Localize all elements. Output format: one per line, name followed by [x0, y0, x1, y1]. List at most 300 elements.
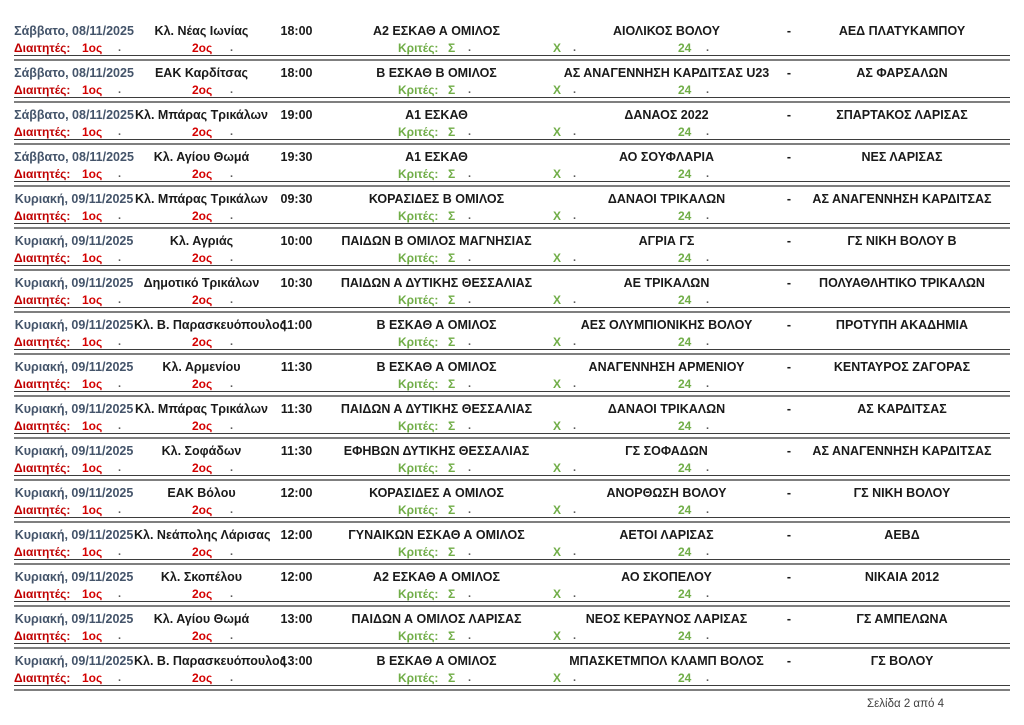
match-home-team: ΔΑΝΑΟΙ ΤΡΙΚΑΛΩΝ: [607, 401, 726, 416]
match-date: Κυριακή, 09/11/2025: [14, 569, 134, 584]
match-time: 13:00: [280, 611, 313, 626]
referees-label: Διαιτητές:: [14, 251, 71, 265]
fill-dot: .: [573, 630, 577, 642]
fill-dot: .: [573, 168, 577, 180]
match-info-line: [14, 609, 1010, 628]
judge-timer-label: Χ: [553, 41, 562, 55]
match-time: 11:30: [280, 359, 313, 374]
match-time: 11:00: [280, 317, 313, 332]
match-time: 11:30: [280, 401, 313, 416]
fill-dot: .: [573, 378, 577, 390]
judge-timer-label: Χ: [553, 545, 562, 559]
match-home-team: ΜΠΑΣΚΕΤΜΠΟΛ ΚΛΑΜΠ ΒΟΛΟΣ: [569, 653, 764, 668]
match-row: [14, 649, 1010, 691]
fill-dot: .: [230, 126, 234, 138]
fill-dot: .: [468, 210, 472, 222]
fill-dot: .: [706, 420, 710, 432]
fill-dot: .: [118, 126, 122, 138]
match-row: [14, 439, 1010, 481]
judges-label: Κριτές:: [398, 503, 439, 517]
fill-dot: .: [706, 546, 710, 558]
match-date: Κυριακή, 09/11/2025: [14, 275, 134, 290]
officials-line: [14, 460, 1010, 476]
fill-dot: .: [118, 588, 122, 600]
fill-dot: .: [573, 84, 577, 96]
judge-scorer-label: Σ: [448, 83, 456, 97]
match-date: Σάββατο, 08/11/2025: [14, 23, 134, 38]
match-home-team: ΑΝΑΓΕΝΝΗΣΗ ΑΡΜΕΝΙΟΥ: [588, 359, 745, 374]
fill-dot: .: [118, 336, 122, 348]
judge-24s-label: 24: [678, 419, 692, 433]
match-time: 12:00: [280, 527, 313, 542]
judge-timer-label: Χ: [553, 83, 562, 97]
officials-line: [14, 40, 1010, 56]
judge-scorer-label: Σ: [448, 251, 456, 265]
judges-label: Κριτές:: [398, 167, 439, 181]
fill-dot: .: [230, 420, 234, 432]
match-league: ΚΟΡΑΣΙΔΕΣ Β ΟΜΙΛΟΣ: [368, 191, 505, 206]
judge-24s-label: 24: [678, 209, 692, 223]
referee-1-label: 1ος: [82, 419, 103, 433]
fill-dot: .: [706, 462, 710, 474]
officials-line: [14, 544, 1010, 560]
judge-24s-label: 24: [678, 293, 692, 307]
officials-line: [14, 376, 1010, 392]
match-info-line: [14, 231, 1010, 250]
match-vs-dash: -: [786, 401, 792, 416]
officials-line: [14, 628, 1010, 644]
judge-timer-label: Χ: [553, 209, 562, 223]
match-date: Κυριακή, 09/11/2025: [14, 401, 134, 416]
match-away-team: ΑΣ ΦΑΡΣΑΛΩΝ: [856, 65, 948, 80]
referee-2-label: 2ος: [192, 251, 213, 265]
referee-1-label: 1ος: [82, 587, 103, 601]
fill-dot: .: [573, 210, 577, 222]
judge-timer-label: Χ: [553, 251, 562, 265]
fill-dot: .: [118, 462, 122, 474]
fill-dot: .: [706, 504, 710, 516]
match-home-team: ΓΣ ΣΟΦΑΔΩΝ: [625, 443, 708, 458]
referee-1-label: 1ος: [82, 209, 103, 223]
fill-dot: .: [230, 168, 234, 180]
match-away-team: ΓΣ ΝΙΚΗ ΒΟΛΟΥ Β: [847, 233, 957, 248]
fill-dot: .: [118, 630, 122, 642]
match-row: [14, 313, 1010, 355]
match-away-team: ΑΣ ΑΝΑΓΕΝΝΗΣΗ ΚΑΡΔΙΤΣΑΣ: [812, 191, 992, 206]
fill-dot: .: [573, 462, 577, 474]
referees-label: Διαιτητές:: [14, 83, 71, 97]
referee-1-label: 1ος: [82, 293, 103, 307]
fill-dot: .: [118, 378, 122, 390]
judge-scorer-label: Σ: [448, 419, 456, 433]
referee-2-label: 2ος: [192, 671, 213, 685]
match-league: Β ΕΣΚΑΘ Α ΟΜΙΛΟΣ: [376, 317, 497, 332]
referee-2-label: 2ος: [192, 335, 213, 349]
match-info-line: [14, 315, 1010, 334]
fill-dot: .: [230, 630, 234, 642]
fill-dot: .: [468, 42, 472, 54]
fill-dot: .: [118, 42, 122, 54]
judge-scorer-label: Σ: [448, 503, 456, 517]
fill-dot: .: [468, 504, 472, 516]
match-row: [14, 145, 1010, 187]
fill-dot: .: [573, 294, 577, 306]
fill-dot: .: [468, 420, 472, 432]
fill-dot: .: [230, 546, 234, 558]
fill-dot: .: [573, 420, 577, 432]
referee-2-label: 2ος: [192, 167, 213, 181]
fill-dot: .: [573, 672, 577, 684]
match-venue: Κλ. Νεάπολης Λάρισας: [134, 527, 271, 542]
fill-dot: .: [468, 336, 472, 348]
match-league: Β ΕΣΚΑΘ Α ΟΜΙΛΟΣ: [376, 653, 497, 668]
officials-line: [14, 250, 1010, 266]
fill-dot: .: [573, 546, 577, 558]
judges-label: Κριτές:: [398, 41, 439, 55]
match-vs-dash: -: [786, 65, 792, 80]
schedule-list: [14, 19, 1010, 691]
match-venue: Κλ. Β. Παρασκευόπουλος: [134, 317, 287, 332]
fill-dot: .: [230, 84, 234, 96]
referee-2-label: 2ος: [192, 629, 213, 643]
referee-2-label: 2ος: [192, 587, 213, 601]
match-time: 13:00: [280, 653, 313, 668]
match-venue: Κλ. Μπάρας Τρικάλων: [134, 401, 269, 416]
fill-dot: .: [118, 504, 122, 516]
referees-label: Διαιτητές:: [14, 419, 71, 433]
fill-dot: .: [118, 252, 122, 264]
match-date: Κυριακή, 09/11/2025: [14, 485, 134, 500]
match-vs-dash: -: [786, 107, 792, 122]
referee-1-label: 1ος: [82, 461, 103, 475]
match-date: Κυριακή, 09/11/2025: [14, 443, 134, 458]
officials-line: [14, 418, 1010, 434]
referee-2-label: 2ος: [192, 83, 213, 97]
judges-label: Κριτές:: [398, 419, 439, 433]
fill-dot: .: [468, 84, 472, 96]
match-vs-dash: -: [786, 149, 792, 164]
referee-2-label: 2ος: [192, 545, 213, 559]
match-away-team: ΓΣ ΑΜΠΕΛΩΝΑ: [856, 611, 948, 626]
match-row: [14, 187, 1010, 229]
match-away-team: ΑΕΔ ΠΛΑΤΥΚΑΜΠΟΥ: [838, 23, 966, 38]
match-row: [14, 19, 1010, 61]
match-venue: Κλ. Αρμενίου: [162, 359, 241, 374]
referees-label: Διαιτητές:: [14, 167, 71, 181]
referees-label: Διαιτητές:: [14, 377, 71, 391]
fill-dot: .: [468, 546, 472, 558]
referees-label: Διαιτητές:: [14, 545, 71, 559]
judges-label: Κριτές:: [398, 461, 439, 475]
match-away-team: ΣΠΑΡΤΑΚΟΣ ΛΑΡΙΣΑΣ: [836, 107, 968, 122]
referees-label: Διαιτητές:: [14, 671, 71, 685]
match-league: ΠΑΙΔΩΝ Α ΔΥΤΙΚΗΣ ΘΕΣΣΑΛΙΑΣ: [340, 401, 533, 416]
match-time: 18:00: [280, 23, 313, 38]
referees-label: Διαιτητές:: [14, 293, 71, 307]
judge-timer-label: Χ: [553, 167, 562, 181]
match-info-line: [14, 567, 1010, 586]
match-league: Α2 ΕΣΚΑΘ Α ΟΜΙΛΟΣ: [372, 569, 501, 584]
match-league: ΠΑΙΔΩΝ Β ΟΜΙΛΟΣ ΜΑΓΝΗΣΙΑΣ: [341, 233, 532, 248]
match-league: Α2 ΕΣΚΑΘ Α ΟΜΙΛΟΣ: [372, 23, 501, 38]
fill-dot: .: [573, 42, 577, 54]
fill-dot: .: [706, 336, 710, 348]
match-venue: Κλ. Σκοπέλου: [160, 569, 243, 584]
referee-2-label: 2ος: [192, 293, 213, 307]
fill-dot: .: [706, 210, 710, 222]
match-away-team: ΝΕΣ ΛΑΡΙΣΑΣ: [861, 149, 943, 164]
judge-timer-label: Χ: [553, 587, 562, 601]
referee-2-label: 2ος: [192, 377, 213, 391]
match-info-line: [14, 147, 1010, 166]
referees-label: Διαιτητές:: [14, 461, 71, 475]
match-venue: ΕΑΚ Βόλου: [167, 485, 236, 500]
match-home-team: ΝΕΟΣ ΚΕΡΑΥΝΟΣ ΛΑΡΙΣΑΣ: [585, 611, 748, 626]
referee-1-label: 1ος: [82, 167, 103, 181]
match-home-team: ΑΟ ΣΟΥΦΛΑΡΙΑ: [618, 149, 715, 164]
judge-scorer-label: Σ: [448, 167, 456, 181]
match-away-team: ΓΣ ΝΙΚΗ ΒΟΛΟΥ: [853, 485, 951, 500]
fill-dot: .: [468, 378, 472, 390]
match-home-team: ΔΑΝΑΟΣ 2022: [624, 107, 709, 122]
fill-dot: .: [468, 672, 472, 684]
match-info-line: [14, 441, 1010, 460]
fill-dot: .: [468, 588, 472, 600]
fill-dot: .: [573, 504, 577, 516]
judge-scorer-label: Σ: [448, 293, 456, 307]
match-venue: Δημοτικό Τρικάλων: [143, 275, 260, 290]
match-date: Κυριακή, 09/11/2025: [14, 527, 134, 542]
referee-2-label: 2ος: [192, 209, 213, 223]
fill-dot: .: [468, 462, 472, 474]
match-vs-dash: -: [786, 443, 792, 458]
match-info-line: [14, 651, 1010, 670]
match-home-team: ΔΑΝΑΟΙ ΤΡΙΚΑΛΩΝ: [607, 191, 726, 206]
fill-dot: .: [706, 630, 710, 642]
match-away-team: ΠΡΟΤΥΠΗ ΑΚΑΔΗΜΙΑ: [835, 317, 969, 332]
fill-dot: .: [230, 588, 234, 600]
match-venue: Κλ. Σοφάδων: [161, 443, 242, 458]
referees-label: Διαιτητές:: [14, 335, 71, 349]
match-time: 19:30: [280, 149, 313, 164]
match-date: Κυριακή, 09/11/2025: [14, 317, 134, 332]
match-away-team: ΑΣ ΑΝΑΓΕΝΝΗΣΗ ΚΑΡΔΙΤΣΑΣ: [812, 443, 992, 458]
judges-label: Κριτές:: [398, 377, 439, 391]
judge-scorer-label: Σ: [448, 209, 456, 223]
referee-1-label: 1ος: [82, 251, 103, 265]
match-row: [14, 565, 1010, 607]
match-date: Κυριακή, 09/11/2025: [14, 653, 134, 668]
match-home-team: ΑΣ ΑΝΑΓΕΝΝΗΣΗ ΚΑΡΔΙΤΣΑΣ U23: [563, 65, 770, 80]
match-venue: Κλ. Αγριάς: [169, 233, 234, 248]
judge-24s-label: 24: [678, 377, 692, 391]
judge-scorer-label: Σ: [448, 377, 456, 391]
judge-24s-label: 24: [678, 251, 692, 265]
match-league: ΠΑΙΔΩΝ Α ΟΜΙΛΟΣ ΛΑΡΙΣΑΣ: [351, 611, 522, 626]
match-vs-dash: -: [786, 317, 792, 332]
match-vs-dash: -: [786, 485, 792, 500]
match-venue: ΕΑΚ Καρδίτσας: [154, 65, 249, 80]
match-time: 18:00: [280, 65, 313, 80]
match-info-line: [14, 483, 1010, 502]
fill-dot: .: [118, 672, 122, 684]
referee-1-label: 1ος: [82, 83, 103, 97]
judges-label: Κριτές:: [398, 545, 439, 559]
fill-dot: .: [230, 252, 234, 264]
match-vs-dash: -: [786, 23, 792, 38]
officials-line: [14, 670, 1010, 686]
fill-dot: .: [230, 210, 234, 222]
judge-24s-label: 24: [678, 335, 692, 349]
referees-label: Διαιτητές:: [14, 503, 71, 517]
match-league: Α1 ΕΣΚΑΘ: [405, 149, 468, 164]
match-home-team: ΑΓΡΙΑ ΓΣ: [638, 233, 695, 248]
match-away-team: ΝΙΚΑΙΑ 2012: [864, 569, 940, 584]
judge-timer-label: Χ: [553, 419, 562, 433]
referees-label: Διαιτητές:: [14, 209, 71, 223]
fill-dot: .: [468, 294, 472, 306]
match-date: Κυριακή, 09/11/2025: [14, 359, 134, 374]
match-vs-dash: -: [786, 359, 792, 374]
match-row: [14, 607, 1010, 649]
match-vs-dash: -: [786, 569, 792, 584]
judge-timer-label: Χ: [553, 461, 562, 475]
match-home-team: ΑΕ ΤΡΙΚΑΛΩΝ: [623, 275, 710, 290]
match-league: ΠΑΙΔΩΝ Α ΔΥΤΙΚΗΣ ΘΕΣΣΑΛΙΑΣ: [340, 275, 533, 290]
judge-timer-label: Χ: [553, 335, 562, 349]
officials-line: [14, 334, 1010, 350]
match-time: 12:00: [280, 485, 313, 500]
referee-2-label: 2ος: [192, 41, 213, 55]
match-venue: Κλ. Μπάρας Τρικάλων: [134, 191, 269, 206]
fill-dot: .: [230, 42, 234, 54]
match-row: [14, 61, 1010, 103]
match-away-team: ΑΕΒΔ: [884, 527, 920, 542]
fill-dot: .: [230, 294, 234, 306]
match-date: Κυριακή, 09/11/2025: [14, 611, 134, 626]
match-home-team: ΑΝΟΡΘΩΣΗ ΒΟΛΟΥ: [606, 485, 727, 500]
fill-dot: .: [706, 378, 710, 390]
match-info-line: [14, 357, 1010, 376]
match-row: [14, 229, 1010, 271]
fill-dot: .: [706, 126, 710, 138]
fill-dot: .: [230, 378, 234, 390]
match-date: Σάββατο, 08/11/2025: [14, 65, 134, 80]
match-row: [14, 271, 1010, 313]
judge-timer-label: Χ: [553, 671, 562, 685]
officials-line: [14, 124, 1010, 140]
match-venue: Κλ. Αγίου Θωμά: [153, 611, 250, 626]
match-league: ΓΥΝΑΙΚΩΝ ΕΣΚΑΘ Α ΟΜΙΛΟΣ: [348, 527, 525, 542]
match-venue: Κλ. Μπάρας Τρικάλων: [134, 107, 269, 122]
judge-timer-label: Χ: [553, 293, 562, 307]
match-info-line: [14, 21, 1010, 40]
judge-scorer-label: Σ: [448, 545, 456, 559]
referee-1-label: 1ος: [82, 377, 103, 391]
match-info-line: [14, 273, 1010, 292]
match-time: 10:30: [280, 275, 313, 290]
match-date: Σάββατο, 08/11/2025: [14, 107, 134, 122]
referees-label: Διαιτητές:: [14, 629, 71, 643]
referee-1-label: 1ος: [82, 545, 103, 559]
judges-label: Κριτές:: [398, 629, 439, 643]
match-row: [14, 355, 1010, 397]
judge-24s-label: 24: [678, 83, 692, 97]
fill-dot: .: [230, 462, 234, 474]
judges-label: Κριτές:: [398, 209, 439, 223]
judge-timer-label: Χ: [553, 125, 562, 139]
referee-1-label: 1ος: [82, 671, 103, 685]
officials-line: [14, 292, 1010, 308]
fill-dot: .: [706, 168, 710, 180]
match-time: 10:00: [280, 233, 313, 248]
match-row: [14, 481, 1010, 523]
match-away-team: ΑΣ ΚΑΡΔΙΤΣΑΣ: [857, 401, 947, 416]
judge-timer-label: Χ: [553, 503, 562, 517]
match-away-team: ΠΟΛΥΑΘΛΗΤΙΚΟ ΤΡΙΚΑΛΩΝ: [819, 275, 985, 290]
judge-scorer-label: Σ: [448, 335, 456, 349]
match-time: 12:00: [280, 569, 313, 584]
judge-24s-label: 24: [678, 587, 692, 601]
match-time: 09:30: [280, 191, 313, 206]
judges-label: Κριτές:: [398, 335, 439, 349]
judge-24s-label: 24: [678, 125, 692, 139]
match-vs-dash: -: [786, 653, 792, 668]
judge-24s-label: 24: [678, 503, 692, 517]
fill-dot: .: [573, 126, 577, 138]
fill-dot: .: [118, 168, 122, 180]
judges-label: Κριτές:: [398, 293, 439, 307]
fill-dot: .: [706, 42, 710, 54]
officials-line: [14, 502, 1010, 518]
judge-24s-label: 24: [678, 629, 692, 643]
fill-dot: .: [468, 126, 472, 138]
match-info-line: [14, 63, 1010, 82]
judges-label: Κριτές:: [398, 125, 439, 139]
match-venue: Κλ. Νέας Ιωνίας: [154, 23, 249, 38]
judge-24s-label: 24: [678, 461, 692, 475]
fill-dot: .: [706, 252, 710, 264]
match-league: Β ΕΣΚΑΘ Α ΟΜΙΛΟΣ: [376, 359, 497, 374]
match-league: Α1 ΕΣΚΑΘ: [405, 107, 468, 122]
fill-dot: .: [118, 84, 122, 96]
match-league: ΚΟΡΑΣΙΔΕΣ Α ΟΜΙΛΟΣ: [369, 485, 504, 500]
match-away-team: ΓΣ ΒΟΛΟΥ: [870, 653, 934, 668]
match-vs-dash: -: [786, 275, 792, 290]
judges-label: Κριτές:: [398, 251, 439, 265]
match-time: 11:30: [280, 443, 313, 458]
officials-line: [14, 166, 1010, 182]
match-info-line: [14, 399, 1010, 418]
fill-dot: .: [118, 210, 122, 222]
fill-dot: .: [706, 84, 710, 96]
fill-dot: .: [230, 504, 234, 516]
fill-dot: .: [573, 252, 577, 264]
referee-2-label: 2ος: [192, 419, 213, 433]
match-row: [14, 103, 1010, 145]
judge-24s-label: 24: [678, 167, 692, 181]
fill-dot: .: [706, 672, 710, 684]
judge-24s-label: 24: [678, 671, 692, 685]
fill-dot: .: [573, 588, 577, 600]
judge-scorer-label: Σ: [448, 587, 456, 601]
match-row: [14, 397, 1010, 439]
referee-2-label: 2ος: [192, 461, 213, 475]
judge-scorer-label: Σ: [448, 461, 456, 475]
fill-dot: .: [118, 546, 122, 558]
referees-label: Διαιτητές:: [14, 125, 71, 139]
referee-1-label: 1ος: [82, 125, 103, 139]
